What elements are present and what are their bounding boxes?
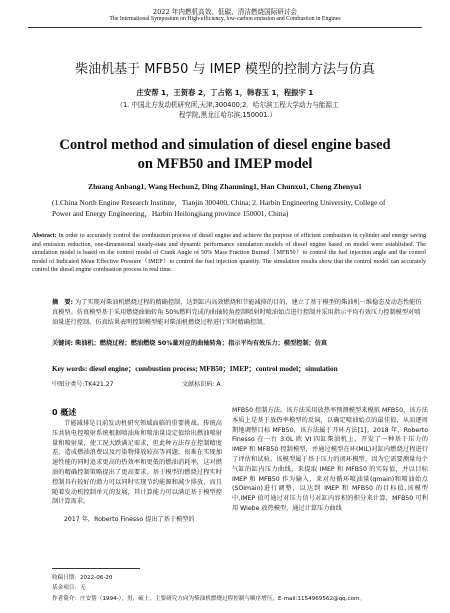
abstract-en <box>32 232 426 275</box>
footnote-received: 收稿日期：2022-06-20 <box>52 575 113 581</box>
body-paragraph-2: 2017 年，Roberto Finesso 提出了基于模型的 <box>64 516 195 524</box>
body-paragraph-3: MFB50 控制方法。该方法采用放热率预测模型来模拟 MFB50，该方法本质上是基于放热率模型的反演，以确定喷油始点的最佳值，从而逐周期地调整目标 MFB50，该方法属于开环方法[1]。2018 年，Roberto Finesso 在一台 3.0L 欧 VI 四缸柴油机上，开发了一种基于压力的 IMEP 和 MFB50 控制模型，并通过模型在环(MiL)对缸内燃烧过程进行了评估和试验。该模型属于基于压力的闭环模型，因为它需要测量每个气缸的缸内压力曲线，来提取 IMEP 和 MFB50 的实际值，并以目标 IMEP 和 MFB50 作为输入，来对每循环喷油量(qmain)和喷油始点(SOImain)进行调整，以达到 IMEP 和 MFB50 的目标值,该模型中,IMEP 值可通过对压力信号对缸内容积的积分来计算，MFB50 可利用 Wiebe 放热模型，通过计算压力曲线 <box>232 407 428 512</box>
section-heading: 0 概述 <box>52 408 77 417</box>
body-paragraph-1: 节能减排是目前发动机研究领域面临的重要挑战。传统高压共轨电控喷射系统根据喷油角和喷油量设定值给出燃油喷射量和喷射量，使工况大跌满足需求，但此种方法存在控制精度差、造成燃油浪费以及污染物排放较高等问题，很难在实现加速性能的同时追求更高的热效率和更低的燃油消耗率，这对燃油的精确控制策略提出了更高要求。基于模型的燃烧过程实时控制具有较好的潜力可以同时实现节约能源和减少排放，而且随着发动机控制单元的发展，其计算能力可以满足基于模型控制计算需求。 <box>52 420 222 506</box>
doc-code-value: A <box>216 381 221 388</box>
header-divider <box>28 27 422 28</box>
footnote-divider <box>52 568 140 569</box>
keywords-en-label: Key words: <box>52 365 88 373</box>
doc-code-label: 文献标识码: <box>182 381 215 388</box>
abstract-zh-text: 为了实现对柴油机燃烧过程的精确控制，达到缸内高效燃烧和节能减排的目的，建立了基于模型的柴油机一维稳态及动态性能仿真模型。仿真模型基于采用燃烧曲轴转角 50%燃料完成的曲轴转角控制喷射时喷油始点进行控制并采用指示平均有效压力控制模型对喷油量进行控制。仿真结果表明控制模型能对柴油机燃烧过程进行实时精确控制。 <box>52 299 422 326</box>
affiliation-zh: （1. 中国北方发动机研究所,天津,300400;2．哈尔滨工程大学动力与能源工程学院,黑龙江哈尔滨,150001.） <box>116 101 339 119</box>
abstract-zh <box>52 298 426 328</box>
conference-header-zh: 2022 年内燃机高效、低碳、清洁燃烧国际研讨会 <box>152 8 298 16</box>
clc-number: 中图分类号:TK421.27 <box>52 381 114 388</box>
paper-title-en-line1: Control method and simulation of diesel engine based <box>59 137 391 153</box>
authors-zh: 庄安帮 1，王贺春 2，丁占铭 1，韩春玉 1，程振宇 1 <box>136 88 314 97</box>
authors-en: Zhuang Anbang1, Wang Hechun2, Ding Zhanming1, Han Chunxu1, Cheng Zhenyu1 <box>88 182 362 191</box>
body-right-column <box>232 406 428 514</box>
paper-title-zh: 柴油机基于 MFB50 与 IMEP 模型的控制方法与仿真 <box>75 62 375 77</box>
keywords-en-text: diesel engine；combustion process; MFB50；IMEP；control model；simulation <box>89 365 338 373</box>
abstract-en-text: In order to accurately control the combustion process of diesel engine and achieve the purpose of efficient combustion in cylinder and energy saving and emission reduction, one-dimensional steady-state and dynamic performance simulation models of diesel engine based on model were established. The simulation model is based on the control model of Crank Angle of 50% Mass Fraction Burned（MFB50）to control the fuel injection angle and the control model of Indicated Mean Effective Pressure（IMEP）to control the fuel injection quantity. The simulation results show that the control model can accurately control the diesel engine combustion process in real time. <box>32 233 426 274</box>
abstract-en-label: Abstract: <box>32 233 57 239</box>
conference-header-en: The International Symposium on High-efficiency, low-carbon emission and Combustion in Engines <box>109 16 341 22</box>
body-left-column <box>52 419 222 525</box>
keywords-zh-text: 柴油机；燃烧过程；燃油燃烧 50%量对应的曲轴转角；指示平均有效压力；模型控制；仿真 <box>75 340 328 347</box>
abstract-zh-label: 摘 要: <box>52 299 74 306</box>
footnote-fund: 基金项目：无 <box>52 585 86 591</box>
keywords-zh <box>52 338 426 349</box>
footnote-author: 作者简介：庄安帮（1994-），男，硕士，主要研究方向为柴油机燃烧过程控制与顺序增压，E-mail:1154969562@qq.com。 <box>52 596 366 602</box>
paper-title-en <box>0 136 450 174</box>
keywords-zh-label: 关键词: <box>52 340 74 347</box>
paper-title-en-line2: on MFB50 and IMEP model <box>137 156 313 172</box>
affiliation-en: (1.China North Engine Research Institute，Tianjin 300400, China; 2. Harbin Engineering University, College of Power and Energy Engineering，Harbin Heilongjiang province 150001, China) <box>52 198 386 218</box>
doc-code <box>182 379 221 388</box>
keywords-en <box>52 364 426 374</box>
